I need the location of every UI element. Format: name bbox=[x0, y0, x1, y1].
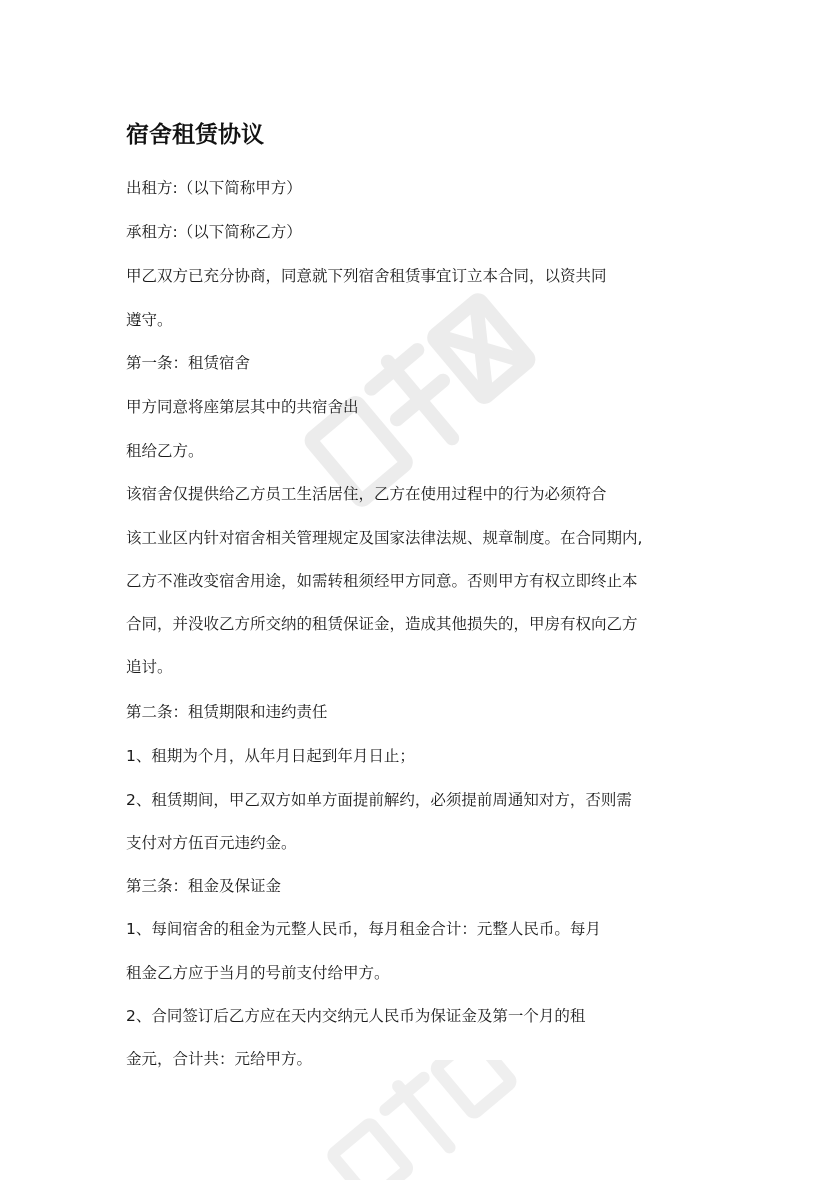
article-2-line-3: 支付对方伍百元违约金。 bbox=[126, 834, 297, 852]
article-1-line-7: 追讨。 bbox=[126, 658, 173, 676]
preamble-line-2: 遵守。 bbox=[126, 311, 173, 329]
article-1-line-6: 合同，并没收乙方所交纳的租赁保证金，造成其他损失的，甲房有权向乙方 bbox=[126, 615, 638, 633]
document-title: 宿舍租赁协议 bbox=[126, 121, 264, 148]
watermark-logo-bottom bbox=[310, 1060, 530, 1180]
article-1-line-3: 该宿舍仅提供给乙方员工生活居住，乙方在使用过程中的行为必须符合 bbox=[126, 485, 607, 503]
article-3-line-1: 1、每间宿舍的租金为元整人民币，每月租金合计：元整人民币。每月 bbox=[126, 920, 601, 938]
party-b-line: 承租方:（以下简称乙方） bbox=[126, 223, 302, 241]
article-3-heading: 第三条：租金及保证金 bbox=[126, 877, 282, 895]
article-2-heading: 第二条：租赁期限和违约责任 bbox=[126, 703, 328, 721]
article-1-heading: 第一条：租赁宿舍 bbox=[126, 354, 251, 372]
party-a-line: 出租方:（以下简称甲方） bbox=[126, 179, 302, 197]
article-3-line-2: 租金乙方应于当月的号前支付给甲方。 bbox=[126, 964, 390, 982]
article-2-line-2: 2、租赁期间，甲乙双方如单方面提前解约，必须提前周通知对方，否则需 bbox=[126, 791, 632, 809]
article-1-line-1: 甲方同意将座第层其中的共宿舍出 bbox=[126, 398, 359, 416]
article-1-line-4: 该工业区内针对宿舍相关管理规定及国家法律法规、规章制度。在合同期内, bbox=[126, 529, 643, 547]
article-3-line-4: 金元，合计共：元给甲方。 bbox=[126, 1050, 313, 1068]
article-1-line-2: 租给乙方。 bbox=[126, 442, 204, 460]
preamble-line-1: 甲乙双方已充分协商，同意就下列宿舍租赁事宜订立本合同，以资共同 bbox=[126, 267, 607, 285]
article-2-line-1: 1、租期为个月，从年月日起到年月日止； bbox=[126, 747, 415, 765]
article-3-line-3: 2、合同签订后乙方应在天内交纳元人民币为保证金及第一个月的租 bbox=[126, 1007, 586, 1025]
article-1-line-5: 乙方不准改变宿舍用途，如需转租须经甲方同意。否则甲方有权立即终止本 bbox=[126, 572, 638, 590]
